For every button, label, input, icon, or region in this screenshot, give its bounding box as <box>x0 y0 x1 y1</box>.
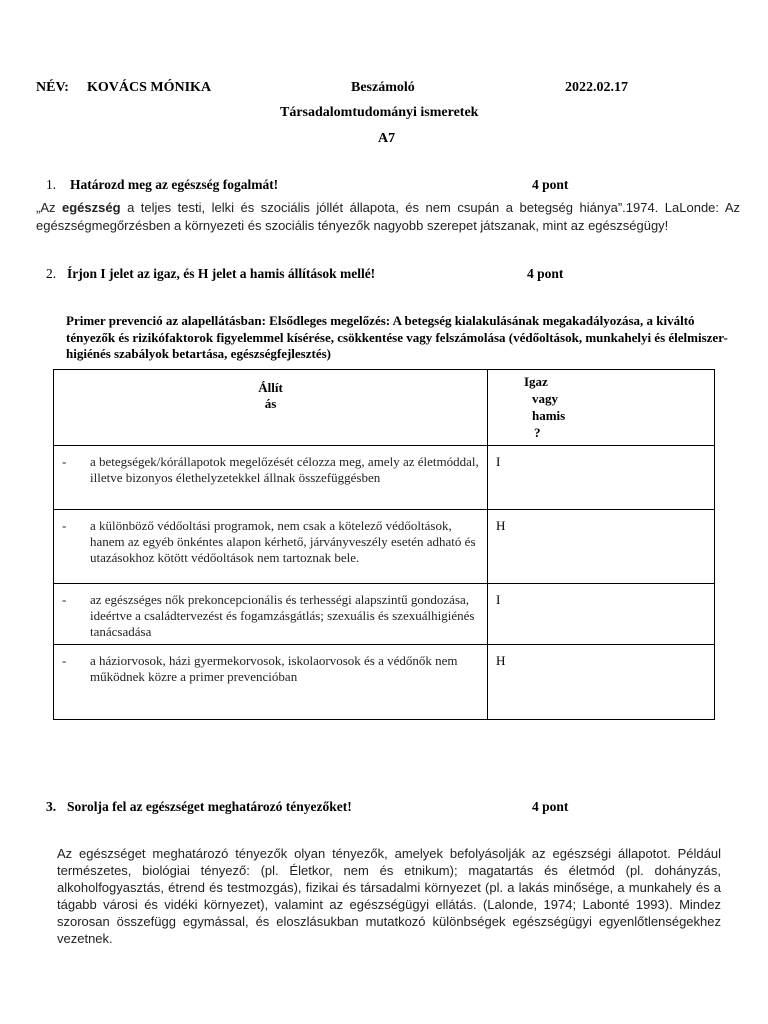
q2-text: Írjon I jelet az igaz, és H jelet a hamis állítások mellé! <box>67 266 376 281</box>
statement-text: a betegségek/kórállapotok megelőzését célozza meg, amely az életmóddal, illetve bizonyos élethelyzetekkel állnak összefüggésben <box>90 454 479 485</box>
doc-date: 2022.02.17 <box>565 80 628 95</box>
truefalse-header <box>488 370 715 446</box>
statement-cell <box>54 584 488 645</box>
q1-text: Határozd meg az egészség fogalmát! <box>70 177 279 192</box>
row-dash: - <box>62 454 67 469</box>
table-row <box>54 584 715 645</box>
statement-header <box>54 370 488 446</box>
statement-cell <box>54 645 488 720</box>
answer-cell: H <box>488 510 715 584</box>
q1-answer <box>36 199 740 235</box>
q3-text: Sorolja fel az egészséget meghatározó tényezőket! <box>67 799 352 814</box>
row-dash: - <box>62 518 67 533</box>
answer-cell: I <box>488 446 715 510</box>
row-dash: - <box>62 653 67 668</box>
truefalse-header-line1: Igaz <box>524 374 548 389</box>
doc-code: A7 <box>378 131 396 146</box>
truefalse-header-line4: ? <box>534 425 541 440</box>
statement-text: a háziorvosok, házi gyermekorvosok, iskolaorvosok és a védőnők nem működnek közre a primer prevencióban <box>90 653 458 684</box>
doc-type: Beszámoló <box>351 80 415 95</box>
q2-points: 4 pont <box>527 266 564 281</box>
name-label: NÉV: <box>36 80 69 95</box>
q1-answer-rest: a teljes testi, lelki és szociális jóllét állapota, és nem csupán a betegség hiánya”.1974. LaLonde: Az egészségmegőrzésben a környezeti és szociális tényezők nagyobb szerepet játszanak, mint az egészségügy! <box>36 200 740 233</box>
statement-cell <box>54 510 488 584</box>
table-header-row <box>54 370 715 446</box>
statement-header-line1: Állít <box>258 380 283 395</box>
true-false-table <box>53 369 715 720</box>
answer-cell: I <box>488 584 715 645</box>
q3-points: 4 pont <box>532 799 569 814</box>
statement-header-line2: ás <box>264 396 277 411</box>
statement-text: az egészséges nők prekoncepcionális és terhességi alapszintű gondozása, ideértve a családtervezést és fogamzásgátlás; szexuális és szexuálhigiénés tanácsadása <box>90 592 475 639</box>
answer-cell: H <box>488 645 715 720</box>
row-dash: - <box>62 592 67 607</box>
q2-intro: Primer prevenció az alapellátásban: Elsődleges megelőzés: A betegség kialakulásának megakadályozása, a kiváltó tényezők és rizikófaktorok figyelemmel kísérése, csökkentése vagy felszámolása (védőoltások, munkahelyi és élelmiszer-higiénés szabályok betartása, egészségfejlesztés) <box>66 313 728 361</box>
q2-number: 2. <box>46 266 57 281</box>
q1-number: 1. <box>46 177 57 192</box>
table-row <box>54 510 715 584</box>
truefalse-header-line3: hamis <box>532 408 566 423</box>
q1-points: 4 pont <box>532 177 569 192</box>
statement-cell <box>54 446 488 510</box>
q1-answer-prefix: „Az <box>36 200 63 215</box>
name-value: KOVÁCS MÓNIKA <box>87 80 212 95</box>
subject-title: Társadalomtudományi ismeretek <box>280 105 479 120</box>
table-row <box>54 446 715 510</box>
truefalse-header-line2: vagy <box>532 391 558 406</box>
q3-number: 3. <box>46 799 57 814</box>
q1-answer-keyword: egészség <box>62 200 121 215</box>
statement-text: a különböző védőoltási programok, nem csak a kötelező védőoltások, hanem az egyéb önkéntes alapon kérhető, járványveszély esetén adható és utazásokhoz kötött védőoltások nem tartoznak bele. <box>90 518 476 565</box>
q3-answer: Az egészséget meghatározó tényezők olyan tényezők, amelyek befolyásolják az egészségi állapotot. Például természetes, biológiai tényező: (pl. Életkor, nem és etnikum); magatartás és életmód (pl. dohányzás, alkoholfogyasztás, étrend és testmozgás), fizikai és társadalmi környezet (pl. a lakás minősége, a munkahely és a tágabb városi és vidéki környezet), valamint az egészségügyi ellátás. (Lalonde, 1974; Labonté 1993). Mindez szorosan összefügg egymással, és eloszlásukban mutatkozó különbségek egészségügyi egyenlőtlenségekhez vezetnek. <box>57 846 721 946</box>
table-row <box>54 645 715 720</box>
